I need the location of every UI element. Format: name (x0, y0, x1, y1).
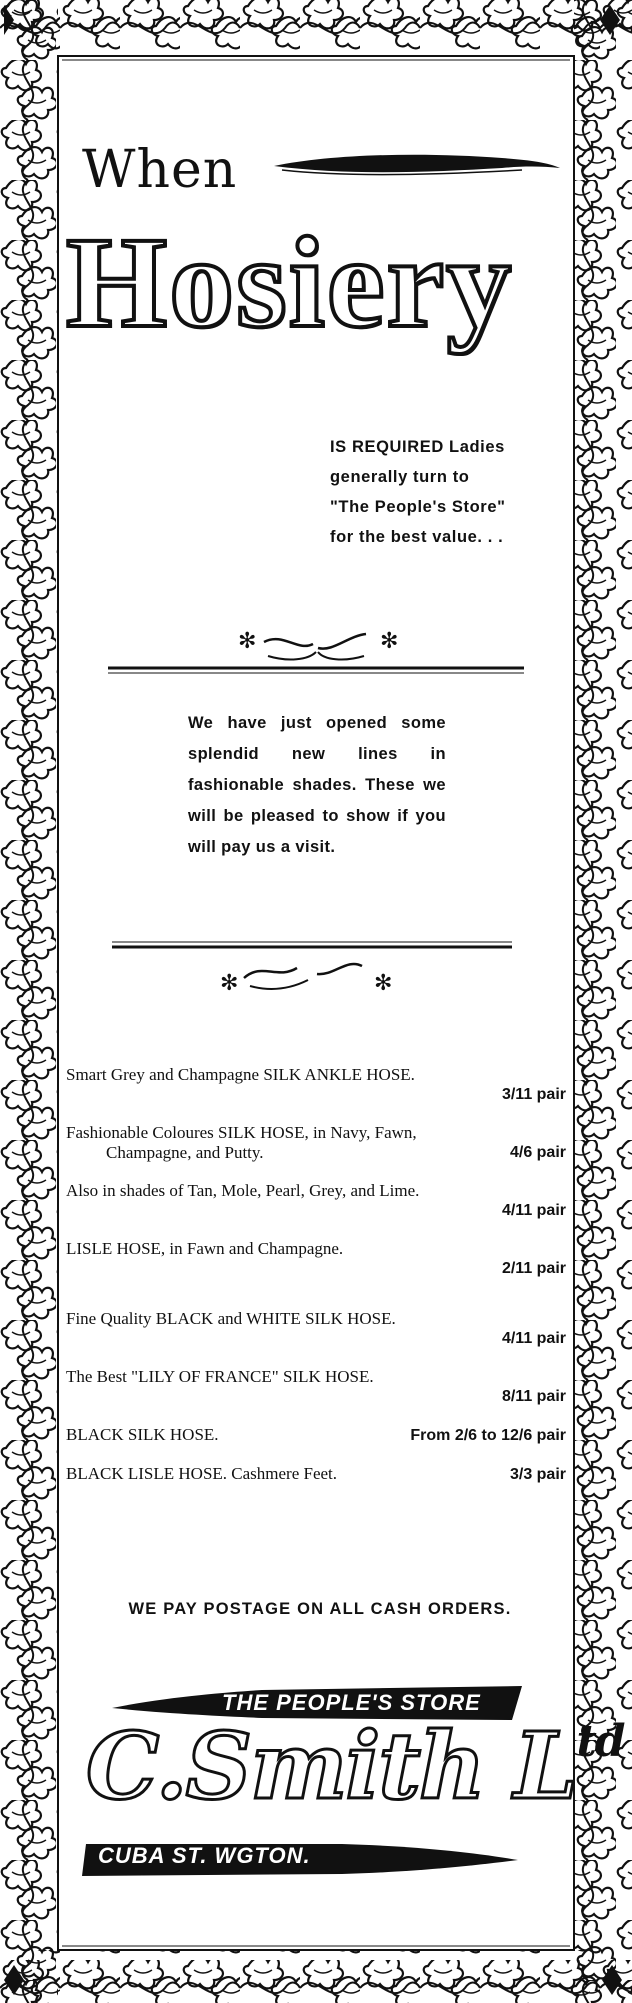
swash-ornament (272, 148, 562, 188)
item-price: 3/3 pair (509, 1466, 566, 1483)
logo-name: C.Smith L (86, 1712, 577, 1820)
postage-notice: WE PAY POSTAGE ON ALL CASH ORDERS. (128, 1600, 512, 1618)
item-description: Smart Grey and Champagne SILK ANKLE HOSE. (66, 1065, 415, 1084)
svg-text:✻: ✻ (238, 629, 257, 654)
item-price: 4/11 pair (501, 1330, 566, 1347)
list-item (66, 1425, 566, 1446)
list-item (66, 1065, 566, 1105)
item-description: Fashionable Coloures SILK HOSE, in Navy, Fawn, (66, 1123, 417, 1142)
logo-tagline: THE PEOPLE'S STORE (222, 1690, 481, 1715)
logo-company-name (86, 1712, 624, 1820)
item-description: Fine Quality BLACK and WHITE SILK HOSE. (66, 1309, 396, 1328)
item-price: 3/11 pair (501, 1086, 566, 1103)
price-list (66, 1065, 566, 1503)
item-description: BLACK LISLE HOSE. Cashmere Feet. (66, 1464, 338, 1483)
item-price: From 2/6 to 12/6 pair (410, 1427, 566, 1444)
svg-text:✻: ✻ (220, 971, 239, 996)
item-description: The Best "LILY OF FRANCE" SILK HOSE. (66, 1367, 374, 1386)
divider-ornament-top (108, 622, 524, 678)
list-item (66, 1181, 566, 1221)
item-price: 2/11 pair (501, 1260, 566, 1277)
list-item (66, 1367, 566, 1407)
item-description: LISLE HOSE, in Fawn and Champagne. (66, 1239, 344, 1258)
intro-line: generally turn to (330, 468, 470, 486)
list-item (66, 1309, 566, 1349)
divider-ornament-bottom (112, 938, 512, 1000)
item-price: 4/11 pair (501, 1202, 566, 1219)
item-description: BLACK SILK HOSE. (66, 1425, 219, 1444)
logo-address: CUBA ST. WGTON. (98, 1843, 311, 1868)
svg-text:✻: ✻ (374, 971, 393, 996)
item-price: 8/11 pair (501, 1388, 566, 1405)
item-description: Also in shades of Tan, Mole, Pearl, Grey, and Lime. (66, 1181, 420, 1200)
item-price: 4/6 pair (509, 1144, 566, 1161)
item-description-continued: Champagne, and Putty. (106, 1143, 264, 1162)
list-item (66, 1239, 566, 1279)
intro-line: IS REQUIRED Ladies (330, 438, 505, 456)
headline-hosiery: Hosiery (66, 211, 514, 355)
announcement-text: We have just opened some splendid new lines in fashionable shades. These we will be pleased to show if you will pay us a visit. (188, 714, 446, 856)
headline-when: When (82, 140, 238, 200)
svg-text:✻: ✻ (380, 629, 399, 654)
logo-suffix: td (576, 1716, 624, 1767)
intro-line: "The People's Store" (330, 498, 506, 516)
list-item (66, 1464, 566, 1485)
intro-line: for the best value. . . (330, 528, 504, 546)
intro-text (330, 432, 570, 552)
list-item (66, 1123, 566, 1163)
